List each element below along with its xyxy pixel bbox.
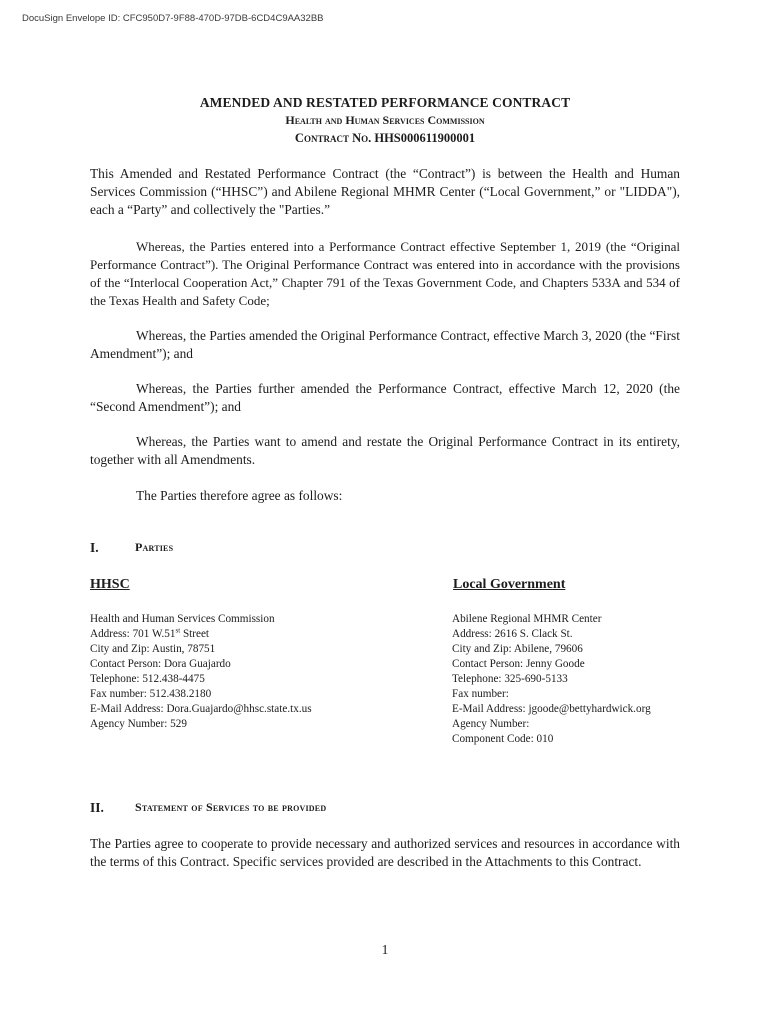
- docusign-envelope-id: DocuSign Envelope ID: CFC950D7-9F88-470D-97DB-6CD4C9AA32BB: [22, 13, 324, 24]
- hhsc-city-zip: City and Zip: Austin, 78751: [90, 643, 216, 655]
- section-2-number: II.: [90, 800, 104, 815]
- hhsc-contact-block: [90, 612, 312, 732]
- hhsc-name: Health and Human Services Commission: [90, 613, 275, 625]
- section-1-title: Parties: [135, 540, 174, 554]
- local-component-code: Component Code: 010: [452, 733, 554, 745]
- whereas-paragraph-3: Whereas, the Parties further amended the Performance Contract, effective March 12, 2020 (the “Second Amendment”); and: [90, 381, 680, 414]
- hhsc-fax: Fax number: 512.438.2180: [90, 688, 212, 700]
- local-name: Abilene Regional MHMR Center: [452, 613, 602, 625]
- local-government-contact-block: [452, 612, 651, 747]
- local-telephone: Telephone: 325-690-5133: [452, 673, 568, 685]
- intro-paragraph: This Amended and Restated Performance Contract (the “Contract”) is between the Health and Human Services Commission (“HHSC”) and Abilene Regional MHMR Center (“Local Government,” or "LIDDA"), each a “Party” and collectively the "Parties.”: [90, 166, 680, 217]
- agreement-statement: The Parties therefore agree as follows:: [136, 488, 343, 503]
- local-agency-number: Agency Number:: [452, 718, 530, 730]
- hhsc-heading: HHSC: [90, 577, 130, 592]
- hhsc-address-ordinal: st: [175, 626, 181, 635]
- hhsc-agency-number: Agency Number: 529: [90, 718, 187, 730]
- section-2-title: Statement of Services to be provided: [135, 800, 327, 814]
- local-city-zip: City and Zip: Abilene, 79606: [452, 643, 583, 655]
- hhsc-address: [90, 627, 312, 642]
- hhsc-address-suffix: Street: [180, 628, 210, 640]
- local-government-heading: Local Government: [453, 577, 566, 592]
- page-number: 1: [381, 942, 389, 957]
- hhsc-email: E-Mail Address: Dora.Guajardo@hhsc.state.tx.us: [90, 703, 312, 715]
- local-contact-person: Contact Person: Jenny Goode: [452, 658, 585, 670]
- services-paragraph: The Parties agree to cooperate to provide necessary and authorized services and resources in accordance with the terms of this Contract. Specific services provided are described in the Attachments to this Contract.: [90, 836, 680, 869]
- whereas-paragraph-1: Whereas, the Parties entered into a Performance Contract effective September 1, 2019 (the “Original Performance Contract”). The Original Performance Contract was entered into in accordance with the provisions of the “Interlocal Cooperation Act,” Chapter 791 of the Texas Government Code, and Chapters 533A and 534 of the Texas Health and Safety Code;: [90, 239, 680, 308]
- agency-name: Health and Human Services Commission: [285, 113, 485, 127]
- local-fax: Fax number:: [452, 688, 509, 700]
- whereas-paragraph-4: Whereas, the Parties want to amend and restate the Original Performance Contract in its entirety, together with all Amendments.: [90, 434, 680, 467]
- hhsc-address-prefix: Address: 701 W.51: [90, 628, 176, 640]
- hhsc-telephone: Telephone: 512.438-4475: [90, 673, 205, 685]
- document-title: AMENDED AND RESTATED PERFORMANCE CONTRACT: [199, 95, 571, 110]
- section-1-number: I.: [90, 540, 99, 555]
- local-email: E-Mail Address: jgoode@bettyhardwick.org: [452, 703, 651, 715]
- hhsc-contact-person: Contact Person: Dora Guajardo: [90, 658, 231, 670]
- contract-number: Contract No. HHS000611900001: [294, 131, 476, 145]
- whereas-paragraph-2: Whereas, the Parties amended the Original Performance Contract, effective March 3, 2020 (the “First Amendment”); and: [90, 328, 680, 361]
- local-address: Address: 2616 S. Clack St.: [452, 628, 573, 640]
